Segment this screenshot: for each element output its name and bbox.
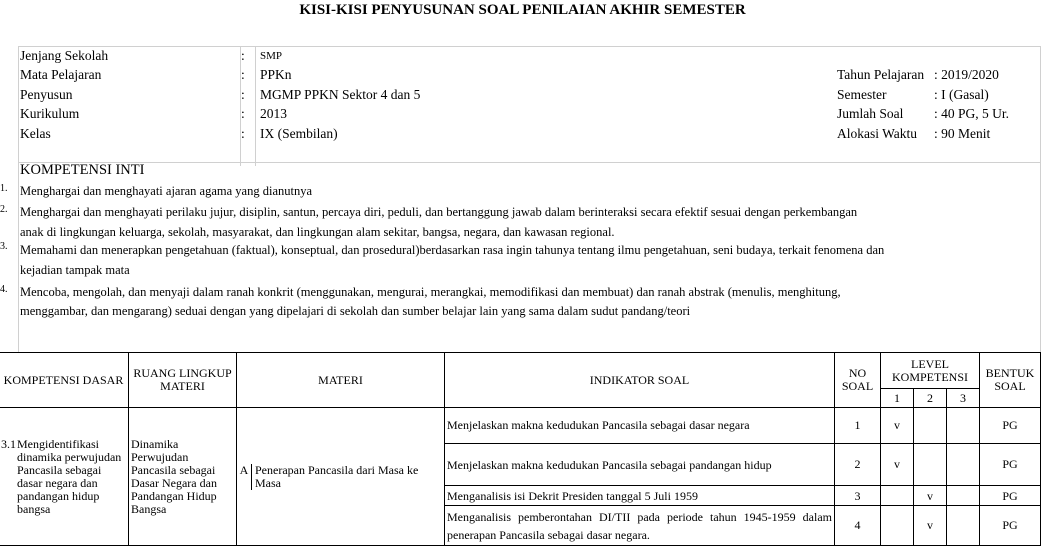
ki-line: anak di lingkungan keluarga, sekolah, masyarakat, dan lingkungan alam sekitar, bangsa, negara, dan kawasan regional.: [20, 225, 615, 239]
materi-letter: A: [237, 464, 252, 490]
ki-line: Menghargai dan menghayati ajaran agama yang dianutnya: [20, 184, 313, 198]
level-2-cell: [914, 408, 947, 444]
identity-sep: :: [241, 87, 245, 102]
identity-value: : 90 Menit: [934, 126, 991, 141]
identity-sep: :: [241, 48, 245, 63]
gridline: [18, 46, 19, 352]
ruang-lingkup-cell: Dinamika Perwujudan Pancasila sebagai Dasar Negara dan Pandangan Hidup Bangsa: [129, 408, 237, 546]
identity-label: Kelas: [20, 126, 51, 141]
ki-line: Mencoba, mengolah, dan menyaji dalam ranah konkrit (menggunakan, mengurai, merangkai, memodifikasi dan membuat) dan ranah abstrak (menulis, menghitung,: [20, 285, 841, 299]
kd-number: 3.1: [1, 436, 16, 451]
indikator-cell: Menjelaskan makna kedudukan Pancasila sebagai dasar negara: [445, 408, 835, 444]
ki-heading: KOMPETENSI INTI: [20, 162, 145, 178]
indikator-cell: Menjelaskan makna kedudukan Pancasila sebagai pandangan hidup: [445, 444, 835, 486]
header-level-3: 3: [947, 389, 980, 408]
identity-value: : 40 PG, 5 Ur.: [934, 106, 1010, 121]
kisi-table: [0, 352, 1041, 546]
identity-value: PPKn: [260, 67, 292, 82]
no-soal-cell: 2: [835, 444, 881, 486]
header-materi: MATERI: [237, 353, 445, 408]
level-1-cell: v: [881, 408, 914, 444]
kd-cell: [0, 408, 129, 546]
header-bentuk-soal: BENTUK SOAL: [980, 353, 1041, 408]
gridline: [255, 46, 256, 166]
level-3-cell: [947, 444, 980, 486]
indikator-cell: Menganalisis pemberontahan DI/TII pada periode tahun 1945-1959 dalam penerapan Pancasila sebagai dasar negara.: [445, 506, 835, 546]
level-3-cell: [947, 408, 980, 444]
level-2-cell: v: [914, 506, 947, 546]
no-soal-cell: 3: [835, 486, 881, 506]
identity-label: Semester: [837, 87, 887, 102]
identity-value: : 2019/2020: [934, 67, 999, 82]
kd-text: Mengidentifikasi dinamika perwujudan Pancasila sebagai dasar negara dan pandangan hidup bangsa: [17, 436, 122, 516]
header-kompetensi-dasar: KOMPETENSI DASAR: [0, 353, 129, 408]
header-ruang-lingkup: RUANG LINGKUP MATERI: [129, 353, 237, 408]
level-1-cell: [881, 506, 914, 546]
gridline: [18, 46, 1040, 47]
identity-sep: :: [241, 67, 245, 82]
ki-number: 3.: [0, 241, 8, 252]
bentuk-soal-cell: PG: [980, 486, 1041, 506]
identity-label: Jenjang Sekolah: [20, 48, 109, 63]
header-no-soal: NO SOAL: [835, 353, 881, 408]
header-indikator: INDIKATOR SOAL: [445, 353, 835, 408]
ki-line: Memahami dan menerapkan pengetahuan (faktual), konseptual, dan prosedural)berdasarkan rasa ingin tahunya tentang ilmu pengetahuan, seni budaya, terkait fenomena dan: [20, 243, 885, 257]
ki-line: kejadian tampak mata: [20, 263, 130, 277]
table-row: [0, 408, 1041, 444]
level-1-cell: [881, 486, 914, 506]
identity-sep: :: [241, 106, 245, 121]
header-level-1: 1: [881, 389, 914, 408]
page-title: KISI-KISI PENYUSUNAN SOAL PENILAIAN AKHIR SEMESTER: [299, 2, 746, 18]
identity-value: 2013: [260, 106, 287, 121]
identity-value: : I (Gasal): [934, 87, 989, 102]
level-2-cell: [914, 444, 947, 486]
materi-text: Penerapan Pancasila dari Masa ke Masa: [255, 462, 419, 490]
ki-number: 2.: [0, 204, 8, 215]
bentuk-soal-cell: PG: [980, 444, 1041, 486]
gridline: [18, 162, 1040, 163]
header-level-kompetensi: LEVEL KOMPETENSI: [881, 353, 980, 389]
identity-value: MGMP PPKN Sektor 4 dan 5: [260, 87, 421, 102]
identity-label: Kurikulum: [20, 106, 80, 121]
header-level-2: 2: [914, 389, 947, 408]
ki-line: menggambar, dan mengarang) seduai dengan yang dipelajari di sekolah dan sumber belajar lain yang sama dalam sudut pandang/teori: [20, 304, 691, 318]
level-2-cell: v: [914, 486, 947, 506]
level-3-cell: [947, 506, 980, 546]
identity-label: Tahun Pelajaran: [837, 67, 925, 82]
identity-label: Mata Pelajaran: [20, 67, 102, 82]
bentuk-soal-cell: PG: [980, 506, 1041, 546]
gridline: [1040, 46, 1041, 352]
level-3-cell: [947, 486, 980, 506]
no-soal-cell: 1: [835, 408, 881, 444]
level-1-cell: v: [881, 444, 914, 486]
materi-cell: [237, 408, 445, 546]
indikator-cell: Menganalisis isi Dekrit Presiden tanggal 5 Juli 1959: [445, 486, 835, 506]
ki-line: Menghargai dan menghayati perilaku jujur, disiplin, santun, percaya diri, peduli, dan bertanggung jawab dalam berinteraksi secara efektif sesuai dengan perkembangan: [20, 205, 858, 219]
bentuk-soal-cell: PG: [980, 408, 1041, 444]
ki-number: 1.: [0, 183, 8, 194]
ki-number: 4.: [0, 284, 8, 295]
identity-sep: :: [241, 126, 245, 141]
identity-value: IX (Sembilan): [260, 126, 338, 141]
identity-label: Alokasi Waktu: [837, 126, 918, 141]
identity-value: SMP: [260, 50, 283, 62]
identity-label: Penyusun: [20, 87, 73, 102]
identity-label: Jumlah Soal: [837, 106, 904, 121]
no-soal-cell: 4: [835, 506, 881, 546]
